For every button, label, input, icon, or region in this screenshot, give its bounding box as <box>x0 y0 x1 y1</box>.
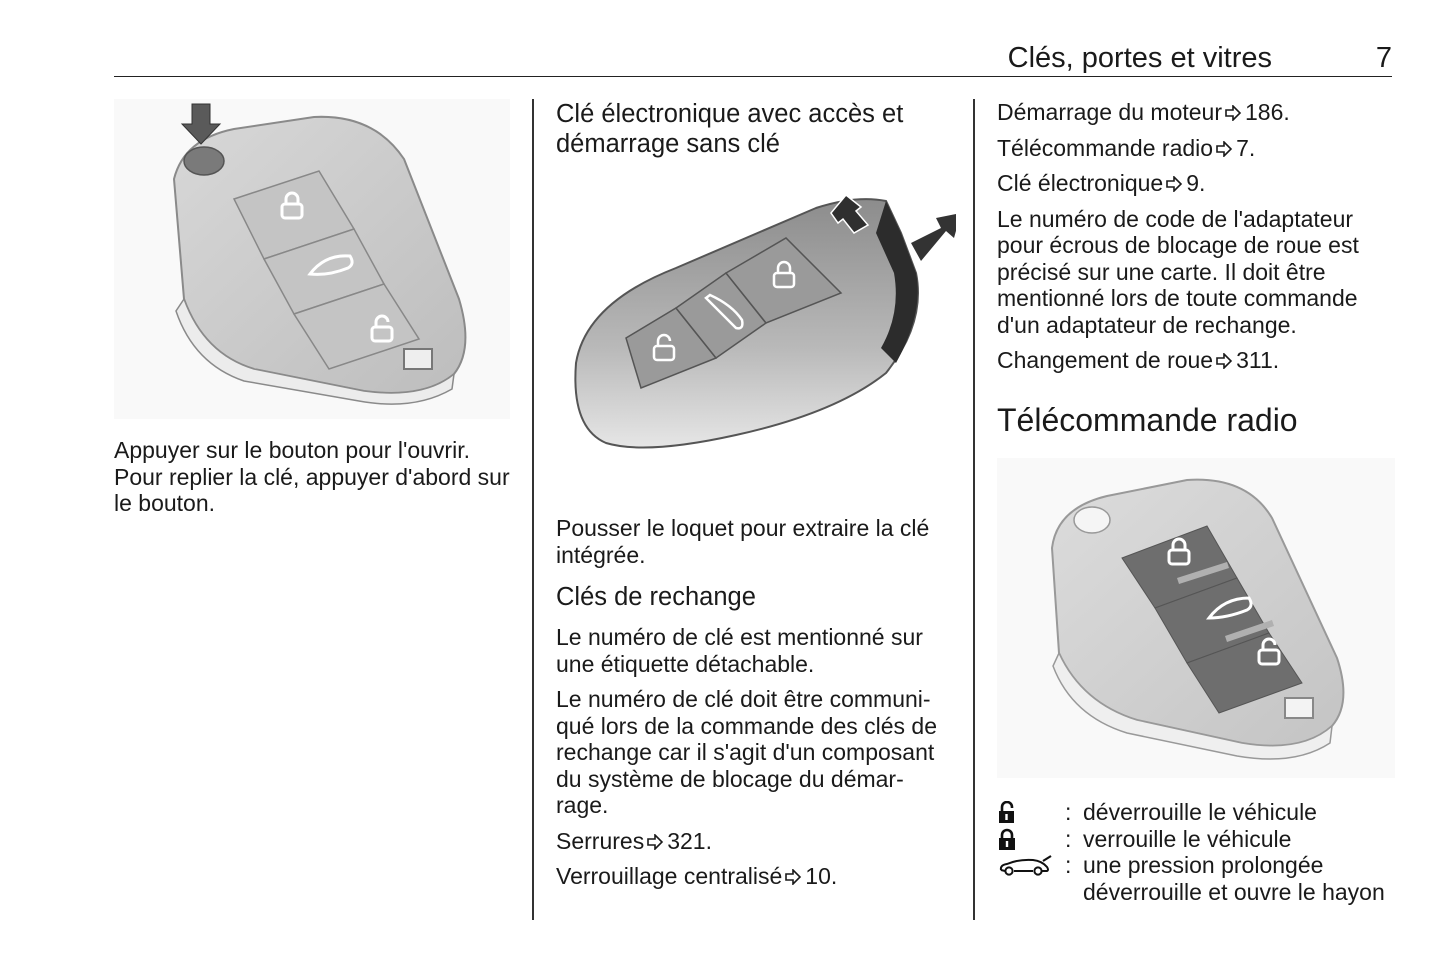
reference-arrow-icon <box>1215 353 1233 369</box>
page-number: 7 <box>1375 42 1392 74</box>
legend-row-lock <box>997 826 1395 853</box>
flip-key-figure <box>114 99 510 419</box>
text-line: rechange car il s'agit d'un composant <box>556 739 935 765</box>
cross-reference-locks[interactable] <box>556 828 956 855</box>
reference-arrow-icon <box>646 834 664 850</box>
reference-label: Démarrage du moteur <box>997 99 1222 125</box>
text-line: du système de blocage du démar- <box>556 765 904 792</box>
legend-text: une pression prolongée <box>1083 852 1324 878</box>
column-2 <box>556 99 956 899</box>
reference-label: Clé électronique <box>997 170 1164 196</box>
reference-page: 10. <box>805 863 838 889</box>
heading-line: démarrage sans clé <box>556 130 780 158</box>
column-3 <box>997 99 1395 778</box>
electronic-key-heading <box>556 99 956 159</box>
spare-keys-heading: Clés de rechange <box>556 583 756 611</box>
legend-separator: : <box>1065 825 1072 852</box>
key-number-paragraph: Le numéro de clé est mentionné sur une étiquette détachable. <box>556 624 923 677</box>
legend-row-unlock <box>997 799 1395 826</box>
key-number-order-paragraph <box>556 686 956 819</box>
radio-remote-figure <box>997 458 1395 778</box>
legend-row-tailgate <box>997 852 1395 905</box>
section-title: Clés, portes et vitres <box>1007 42 1272 74</box>
reference-arrow-icon <box>784 869 802 885</box>
unlock-icon <box>997 801 1017 823</box>
reference-label: Verrouillage centralisé <box>556 863 783 889</box>
reference-arrow-icon <box>1165 176 1183 192</box>
car-tailgate-icon <box>997 855 1053 877</box>
column-divider <box>973 99 975 920</box>
reference-label: Serrures <box>556 827 645 854</box>
running-header <box>114 40 1392 77</box>
legend-separator: : <box>1065 852 1072 878</box>
legend-separator: : <box>1065 799 1072 825</box>
cross-reference-radio-remote[interactable] <box>997 135 1395 162</box>
radio-remote-illustration <box>997 458 1395 778</box>
column-1 <box>114 99 510 526</box>
reference-page: 186. <box>1245 99 1290 125</box>
wheel-lock-adapter-paragraph: Le numéro de code de l'adaptateur pour écrous de blocage de roue est précisé sur une carte. Il doit être mentionné lors de toute commande d'un adaptateur de rechange. <box>997 205 1359 338</box>
reference-page: 7. <box>1236 134 1256 161</box>
flip-key-illustration <box>114 99 510 419</box>
electronic-key-illustration <box>556 173 956 473</box>
reference-label: Changement de roue <box>997 347 1214 373</box>
legend-text: déverrouille le véhicule <box>1083 799 1317 825</box>
heading-line: Clé électronique avec accès et <box>556 100 904 128</box>
fold-key-instruction: Appuyer sur le bouton pour l'ouvrir. Pour replier la clé, appuyer d'abord sur le bouton. <box>114 437 510 516</box>
cross-reference-central-locking[interactable] <box>556 863 956 890</box>
latch-instruction: Pousser le loquet pour extraire la clé intégrée. <box>556 515 930 568</box>
reference-label: Télécommande radio <box>997 134 1214 161</box>
reference-arrow-icon <box>1224 105 1242 121</box>
text-line: Le numéro de clé doit être communi- <box>556 686 931 712</box>
text-line: rage. <box>556 792 609 818</box>
cross-reference-wheel-change[interactable] <box>997 347 1395 374</box>
cross-reference-electronic-key[interactable] <box>997 170 1395 197</box>
electronic-key-figure <box>556 173 956 473</box>
reference-page: 311. <box>1236 347 1280 373</box>
reference-arrow-icon <box>1215 141 1233 157</box>
legend-text: déverrouille et ouvre le hayon <box>1083 878 1385 905</box>
button-legend <box>997 799 1395 905</box>
reference-page: 321. <box>667 827 712 854</box>
radio-remote-heading: Télécommande radio <box>997 401 1298 438</box>
text-line: qué lors de la commande des clés de <box>556 712 937 739</box>
cross-reference-engine-start[interactable] <box>997 99 1395 126</box>
legend-text: verrouille le véhicule <box>1083 825 1292 852</box>
lock-icon <box>997 828 1017 850</box>
column-divider <box>532 99 534 920</box>
reference-page: 9. <box>1186 170 1206 196</box>
